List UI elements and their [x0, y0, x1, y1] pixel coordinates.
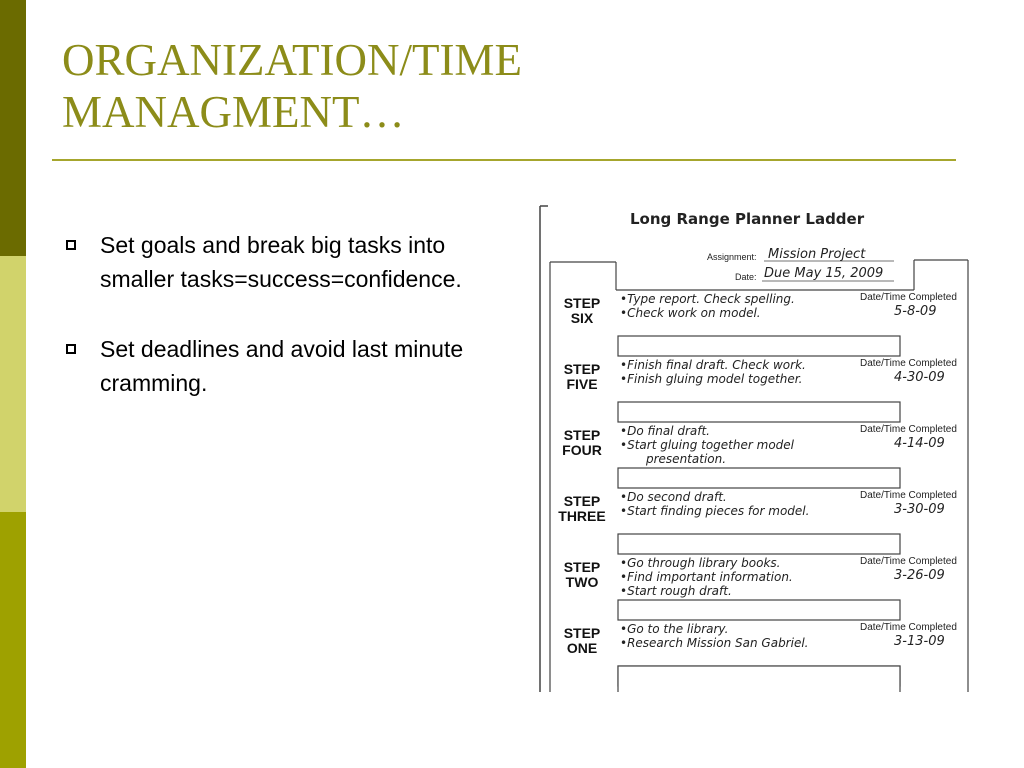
title-divider — [52, 159, 956, 161]
date-completed-label: Date/Time Completed — [860, 490, 957, 501]
step-label-number: FIVE — [566, 376, 598, 392]
bullet-list — [62, 228, 502, 436]
date-completed-value: 3-30-09 — [894, 502, 945, 517]
sidebar-decoration — [0, 0, 26, 768]
step-label — [554, 428, 610, 458]
step-task: •Go through library books. — [620, 556, 781, 570]
date-completed-value: 4-30-09 — [894, 370, 945, 385]
slide-title-line-2: MANAGMENT… — [62, 87, 405, 137]
planner-ladder-image — [536, 202, 976, 692]
step-task: •Type report. Check spelling. — [620, 292, 795, 306]
step-task: •Start finding pieces for model. — [620, 504, 810, 518]
step-task: presentation. — [646, 452, 727, 466]
step-label-word: STEP — [563, 493, 601, 509]
step-task: •Start gluing together model — [620, 438, 794, 452]
step-label-word: STEP — [563, 361, 601, 377]
date-completed-label: Date/Time Completed — [860, 358, 957, 369]
step-task: •Do second draft. — [620, 490, 727, 504]
step-rung-box — [618, 402, 900, 422]
step-label — [554, 494, 610, 524]
assignment-value: Mission Project — [768, 247, 866, 262]
step-label — [554, 626, 610, 656]
sidebar-mid-band — [0, 512, 26, 768]
date-completed-label: Date/Time Completed — [860, 424, 957, 435]
step-task: •Finish final draft. Check work. — [620, 358, 806, 372]
sidebar-light-band — [0, 256, 26, 512]
date-completed-label: Date/Time Completed — [860, 292, 957, 303]
bullet-item — [62, 332, 502, 400]
slide-title — [62, 34, 942, 138]
step-label-number: FOUR — [562, 442, 602, 458]
date-label: Date: — [735, 272, 757, 282]
step-task: •Find important information. — [620, 570, 793, 584]
step-label-number: THREE — [558, 508, 606, 524]
bullet-item — [62, 228, 502, 296]
date-completed-label: Date/Time Completed — [860, 556, 957, 567]
step-task: •Go to the library. — [620, 622, 729, 636]
step-label-number: TWO — [565, 574, 599, 590]
step-label-word: STEP — [563, 427, 601, 443]
date-completed-value: 3-13-09 — [894, 634, 945, 649]
slide-title-line-1: ORGANIZATION/TIME — [62, 35, 522, 85]
step-task: •Finish gluing model together. — [620, 372, 803, 386]
step-task: •Start rough draft. — [620, 584, 732, 598]
sidebar-dark-band — [0, 0, 26, 256]
bullet-text: Set goals and break big tasks into smaller tasks=success=confidence. — [100, 232, 462, 292]
step-rung-box — [618, 600, 900, 620]
step-rung-box — [618, 336, 900, 356]
date-completed-value: 5-8-09 — [894, 304, 937, 319]
date-completed-value: 4-14-09 — [894, 436, 945, 451]
square-bullet-icon — [66, 240, 76, 250]
step-label-word: STEP — [563, 295, 601, 311]
step-task: •Research Mission San Gabriel. — [620, 636, 809, 650]
date-completed-label: Date/Time Completed — [860, 622, 957, 633]
date-completed-value: 3-26-09 — [894, 568, 945, 583]
assignment-label: Assignment: — [707, 252, 757, 262]
step-label-number: SIX — [570, 310, 594, 326]
step-rung-box — [618, 468, 900, 488]
step-label-word: STEP — [563, 625, 601, 641]
planner-heading: Long Range Planner Ladder — [630, 210, 865, 228]
bullet-text: Set deadlines and avoid last minute cramming. — [100, 336, 464, 396]
step-label-word: STEP — [563, 559, 601, 575]
step-task: •Do final draft. — [620, 424, 710, 438]
step-task: •Check work on model. — [620, 306, 761, 320]
step-rung-box — [618, 534, 900, 554]
date-value: Due May 15, 2009 — [764, 266, 884, 281]
step-label — [554, 362, 610, 392]
step-label — [554, 296, 610, 326]
step-label — [554, 560, 610, 590]
square-bullet-icon — [66, 344, 76, 354]
step-label-number: ONE — [566, 640, 598, 656]
